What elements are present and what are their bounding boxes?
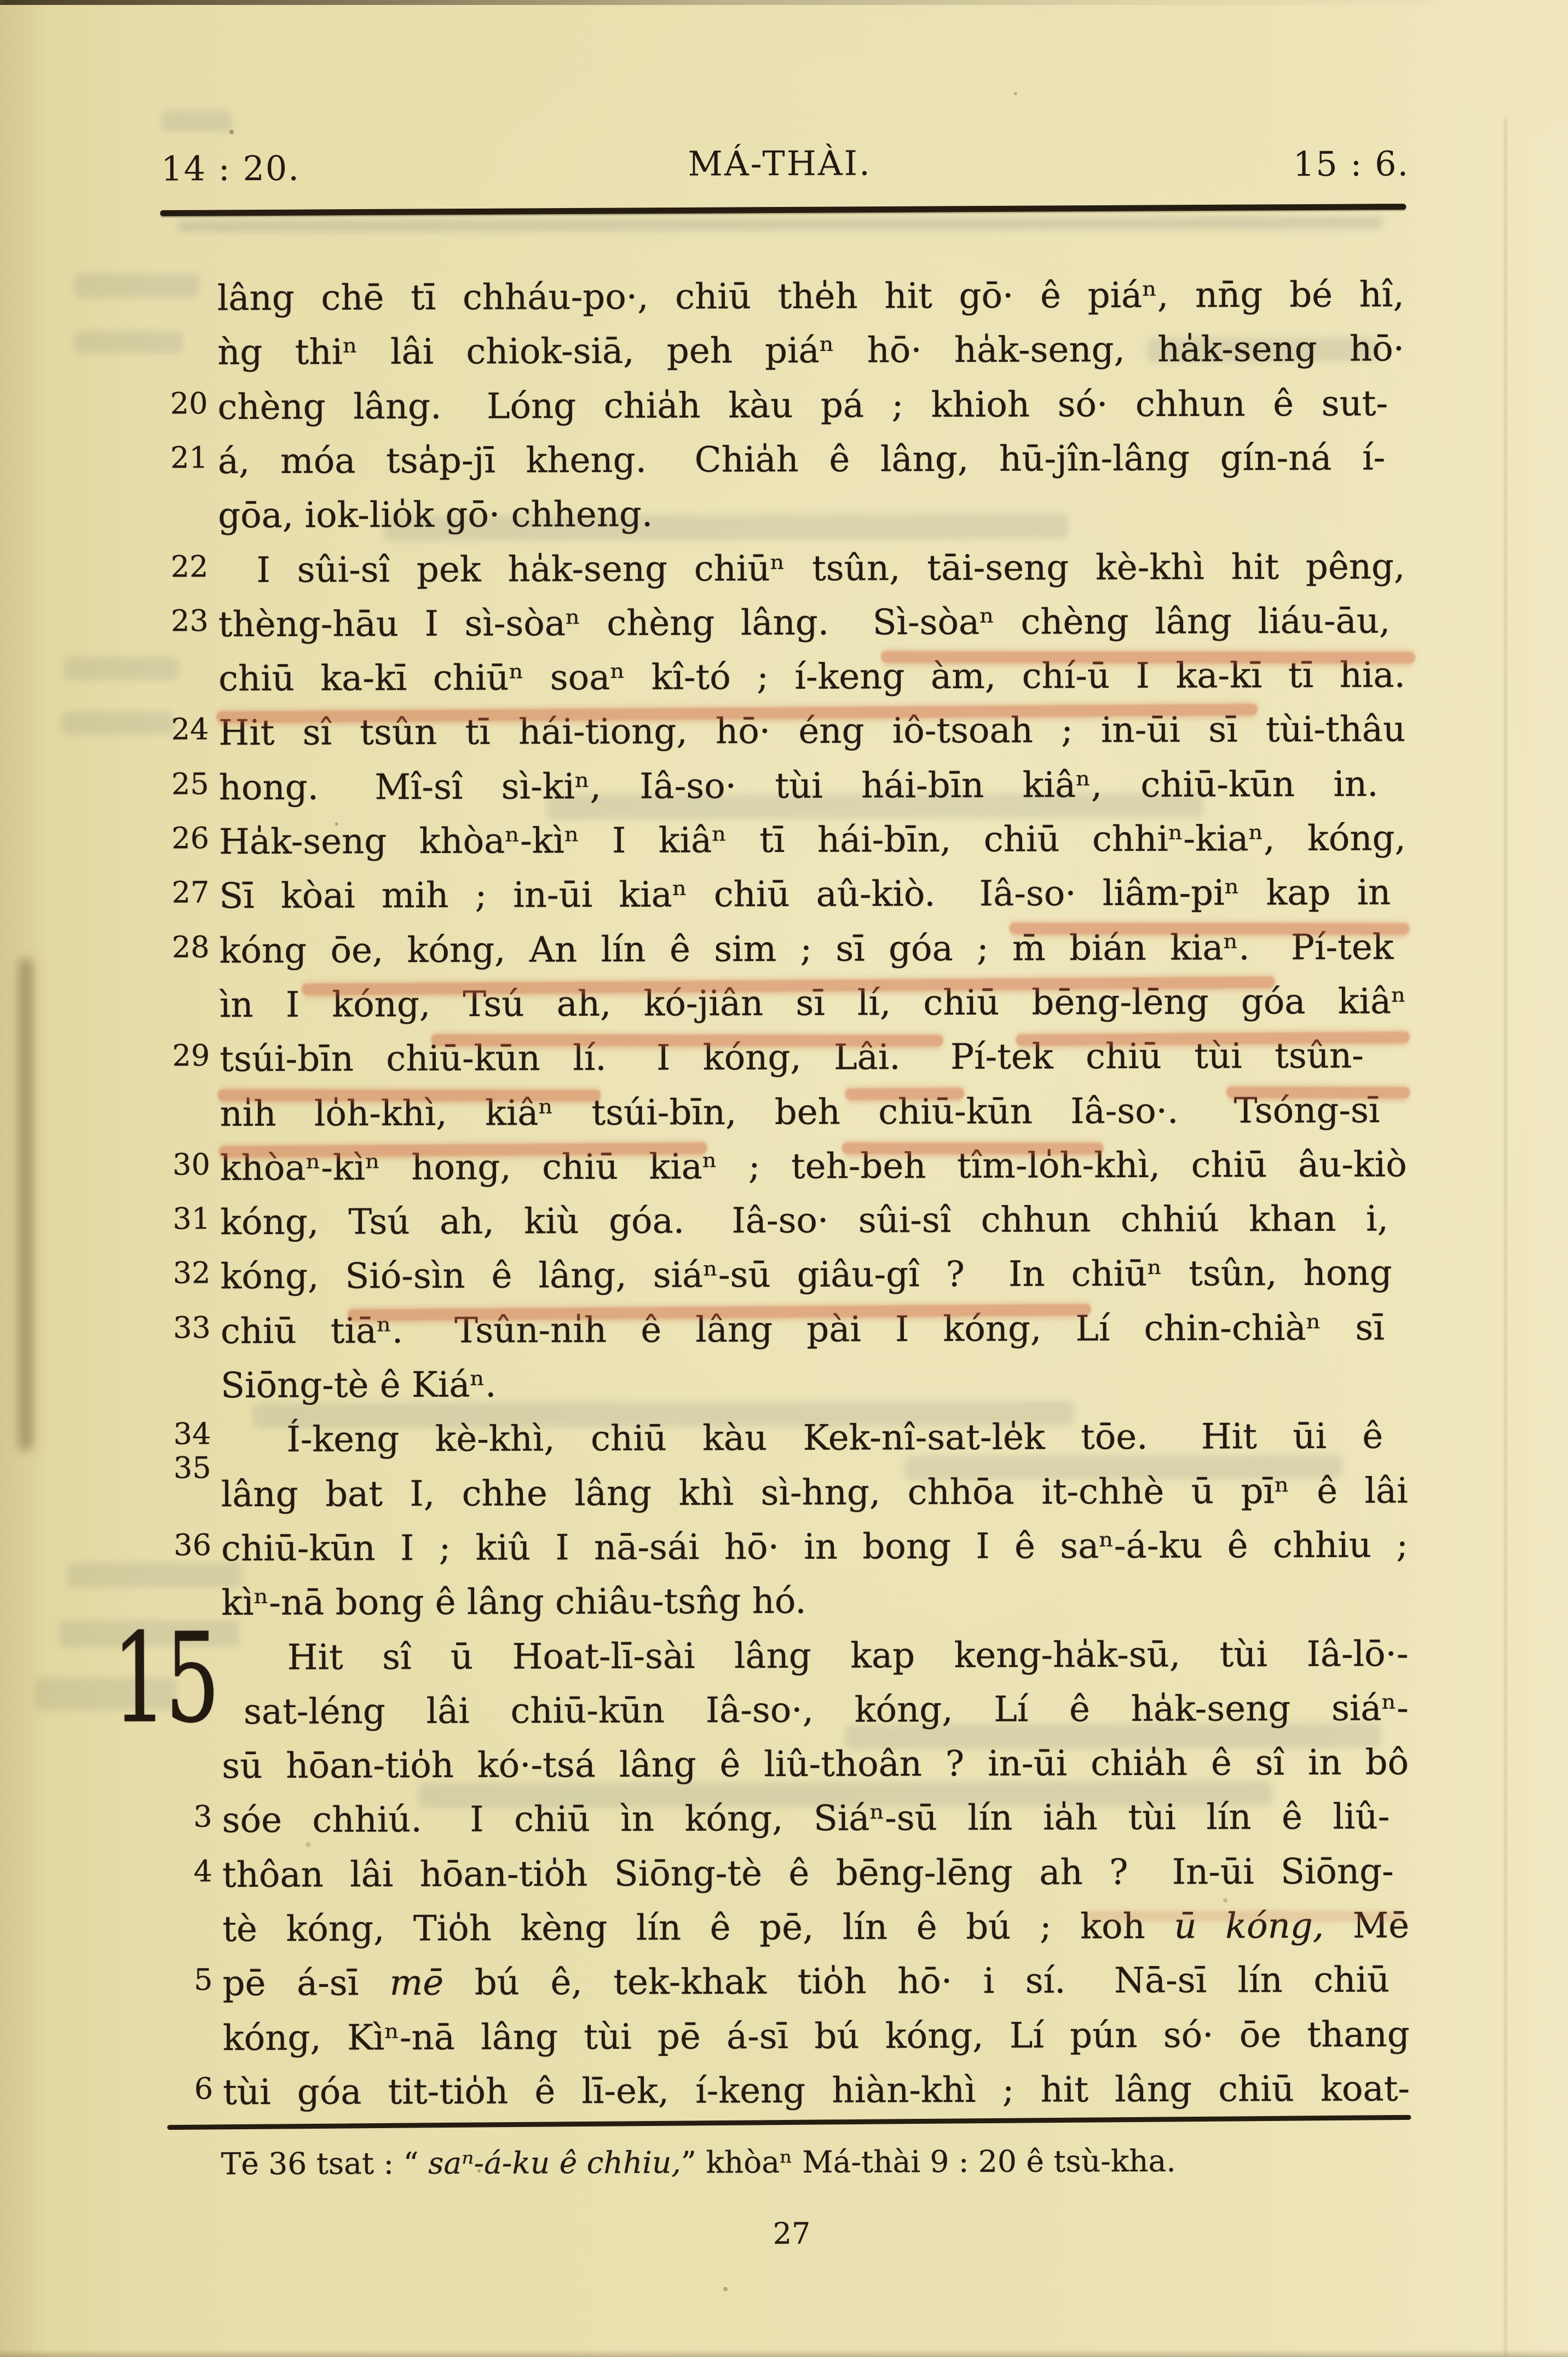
text-line [217,377,1404,435]
text-line [223,2062,1410,2120]
text-line-content: Hit sî ū Hoat-lī-sài lâng kap keng-ha̍k-sū, tùi Iâ-lō·- [287,1633,1409,1678]
verse-number: 27 [171,875,210,910]
page-number: 27 [773,2216,811,2251]
text-line-content: kóng ōe, kóng, An lín ê sim ; sī góa ; m̄ bián kiaⁿ. Pí-tek [219,927,1394,971]
header-rule-shadow [177,217,1382,232]
text-line [217,322,1404,381]
text-line [222,1845,1409,1903]
text-line-content: sóe chhiú. I chiū ìn kóng, Siáⁿ-sū lín ia̍h tùi lín ê liû- [222,1796,1390,1841]
text-line-content: I sûi-sî pek ha̍k-seng chiūⁿ tsûn, tāi-seng kè-khì hit pêng, [256,546,1405,591]
header-rule [160,204,1406,216]
text-line-content: Ha̍k-seng khòaⁿ-kìⁿ I kiâⁿ tī hái-bīn, chiū chhiⁿ-kiaⁿ, kóng, [218,818,1406,863]
text-line [222,1790,1409,1848]
text-line-content: Siōng-tè ê Kiáⁿ. [221,1364,497,1407]
red-underline-mark [431,1034,943,1046]
page-header [161,145,1409,198]
verse-number: 5 [194,1962,213,1997]
text-line-content: hong. Mî-sî sì-kiⁿ, Iâ-so· tùi hái-bīn kiâⁿ, chiū-kūn in. [218,764,1379,808]
text-line [222,1953,1409,2012]
red-underline-mark [842,1143,1104,1155]
text-line-content: ìn I kóng, Tsú ah, kó-jiân sī lí, chiū bēng-lēng góa kiâⁿ [219,981,1406,1026]
text-line-content: kóng, Tsú ah, kiù góa. Iâ-so· sûi-sî chhun chhiú khan i, [220,1198,1389,1243]
verse-number: 36 [174,1528,212,1563]
verse-number: 22 [170,549,209,584]
header-left-verse-ref: 14 : 20. [161,148,301,189]
show-through-ghost [64,656,179,681]
text-line-content: thôan lâi hōan-tio̍h Siōng-tè ê bēng-lēng ah ? In-ūi Siōng- [222,1851,1394,1895]
text-line [220,1247,1407,1305]
text-line-content: kìⁿ-nā bong ê lâng chiâu-tsn̂g hó. [221,1581,806,1624]
text-line-content: tùi góa tit-tio̍h ê lī-ek, í-keng hiàn-khì ; hit lâng chiū koat- [223,2068,1410,2113]
text-line [222,1627,1474,1685]
verse-number: 31 [172,1201,211,1236]
verse-number: 6 [194,2071,214,2106]
text-line-content: khòaⁿ-kìⁿ hong, chiū kiaⁿ ; teh-beh tîm-lo̍h-khì, chiū âu-kiò [220,1144,1407,1189]
text-line-content: lâng chē tī chháu-po·, chiū the̍h hit gō· ê piáⁿ, nn̄g bé hî, [217,274,1404,319]
text-line [221,1464,1408,1522]
text-line-content: kóng, Kìⁿ-nā lâng tùi pē á-sī bú kóng, Lí pún só· ōe thang [222,2014,1410,2059]
text-line [221,1518,1408,1576]
verse-number: 35 [173,1450,211,1485]
verse-number: 34 [173,1416,211,1451]
text-line-content: lâng bat I, chhe lâng khì sì-hng, chhōa it-chhè ū pīⁿ ê lâi [221,1471,1408,1515]
verse-number: 30 [172,1147,211,1182]
red-underline-mark [218,1090,601,1102]
text-line-content: Sī kòai mih ; in-ūi kiaⁿ chiū aû-kiò. Iâ-so· liâm-piⁿ kap in [219,872,1391,917]
show-through-ghost [161,110,232,132]
verse-number: 32 [172,1255,211,1290]
text-line-content: sat-léng lâi chiū-kūn Iâ-so·, kóng, Lí ê ha̍k-seng siáⁿ- [243,1688,1409,1732]
verse-number: 20 [170,385,208,421]
text-line [223,2008,1410,2066]
verse-number: 25 [171,766,209,802]
red-underline-mark [845,1087,964,1100]
text-line-content: ni̍h lo̍h-khì, kiâⁿ tsúi-bīn, beh chiū-kūn Iâ-so·. Tsóng-sī [220,1090,1380,1134]
verse-number: 3 [193,1799,212,1834]
verse-number: 33 [173,1310,211,1345]
verse-number: 21 [170,440,208,475]
text-line-content: Í-keng kè-khì, chiū kàu Kek-nî-sat-le̍k tōe. Hit ūi ê [286,1416,1383,1461]
text-line [222,1899,1409,1957]
red-underline-mark [1086,1910,1404,1922]
text-line [218,486,1405,544]
text-line-content: tsúi-bīn chiū-kūn lí. I kóng, Lâi. Pí-tek chiū tùi tsûn- [220,1035,1364,1080]
text-line-content: ǹg thiⁿ lâi chiok-siā, peh piáⁿ hō· ha̍k-seng, ha̍k-seng hō· [217,329,1405,373]
verse-number: 23 [170,603,209,638]
text-line-content: kóng, Sió-sìn ê lâng, siáⁿ-sū giâu-gî ? In chiūⁿ tsûn, hong [220,1253,1392,1298]
text-line-content: á, móa tsa̍p-jī kheng. Chia̍h ê lâng, hū-jîn-lâng gín-ná í- [217,437,1386,482]
text-line [221,1573,1408,1631]
show-through-ghost [74,330,183,354]
text-line [218,431,1405,489]
verse-number: 4 [193,1853,213,1889]
footnote: Tē 36 tsat : “ saⁿ-á-ku ê chhiu,” khòaⁿ Má-thài 9 : 20 ê tsù-kha. [221,2143,1176,2182]
show-through-ghost [74,273,200,298]
red-underline-mark [1010,923,1410,935]
text-line [219,866,1406,924]
text-line [217,268,1404,326]
text-line [221,1409,1473,1467]
verse-number: 28 [171,929,210,965]
text-line [219,811,1406,869]
text-line-content: chiū tiāⁿ. Tsûn-ni̍h ê lâng pài I kóng, Lí chin-chiàⁿ sī [220,1307,1385,1352]
text-line [218,540,1443,598]
text-line [219,757,1406,815]
header-right-verse-ref: 15 : 6. [1293,143,1410,185]
text-line-content: pē á-sī mē bú ê, tek-khak tio̍h hō· i sí. Nā-sī lín chiū [222,1960,1390,2004]
text-line [220,1192,1407,1250]
text-line [218,594,1405,652]
text-line-content: chèng lâng. Lóng chia̍h kàu pá ; khioh só· chhun ê sut- [217,383,1388,428]
text-line [222,1736,1409,1794]
text-line-content: thèng-hāu I sì-sòaⁿ chèng lâng. Sì-sòaⁿ chèng lâng liáu-āu, [218,601,1391,646]
verse-number: 29 [172,1038,210,1073]
text-line-content: chiū ka-kī chiūⁿ soaⁿ kî-tó ; í-keng àm, chí-ū I ka-kī tī hia. [218,655,1406,700]
verse-number: 24 [171,712,209,747]
chapter-number: 15 [112,1606,218,1751]
verse-number: 26 [171,821,210,856]
text-line [222,1681,1431,1739]
text-line-content: Hit sî tsûn tī hái-tiong, hō· éng iô-tsoah ; in-ūi sī tùi-thâu [218,709,1406,754]
text-line-content: sū hōan-tio̍h kó·-tsá lâng ê liû-thoân ? in-ūi chia̍h ê sî in bô [222,1742,1409,1787]
text-line-content: chiū-kūn I ; kiû I nā-sái hō· in bong I ê saⁿ-á-ku ê chhiu ; [221,1525,1408,1570]
red-underline-mark [1226,1087,1410,1098]
text-line-content: tè kóng, Tio̍h kèng lín ê pē, lín ê bú ; koh ū kóng, Mē [222,1905,1410,1950]
red-underline-mark [881,651,1415,663]
text-line [221,1355,1408,1413]
running-title: MÁ-THÀI. [688,143,872,184]
text-line-content: gōa, iok-lio̍k gō· chheng. [218,494,653,537]
